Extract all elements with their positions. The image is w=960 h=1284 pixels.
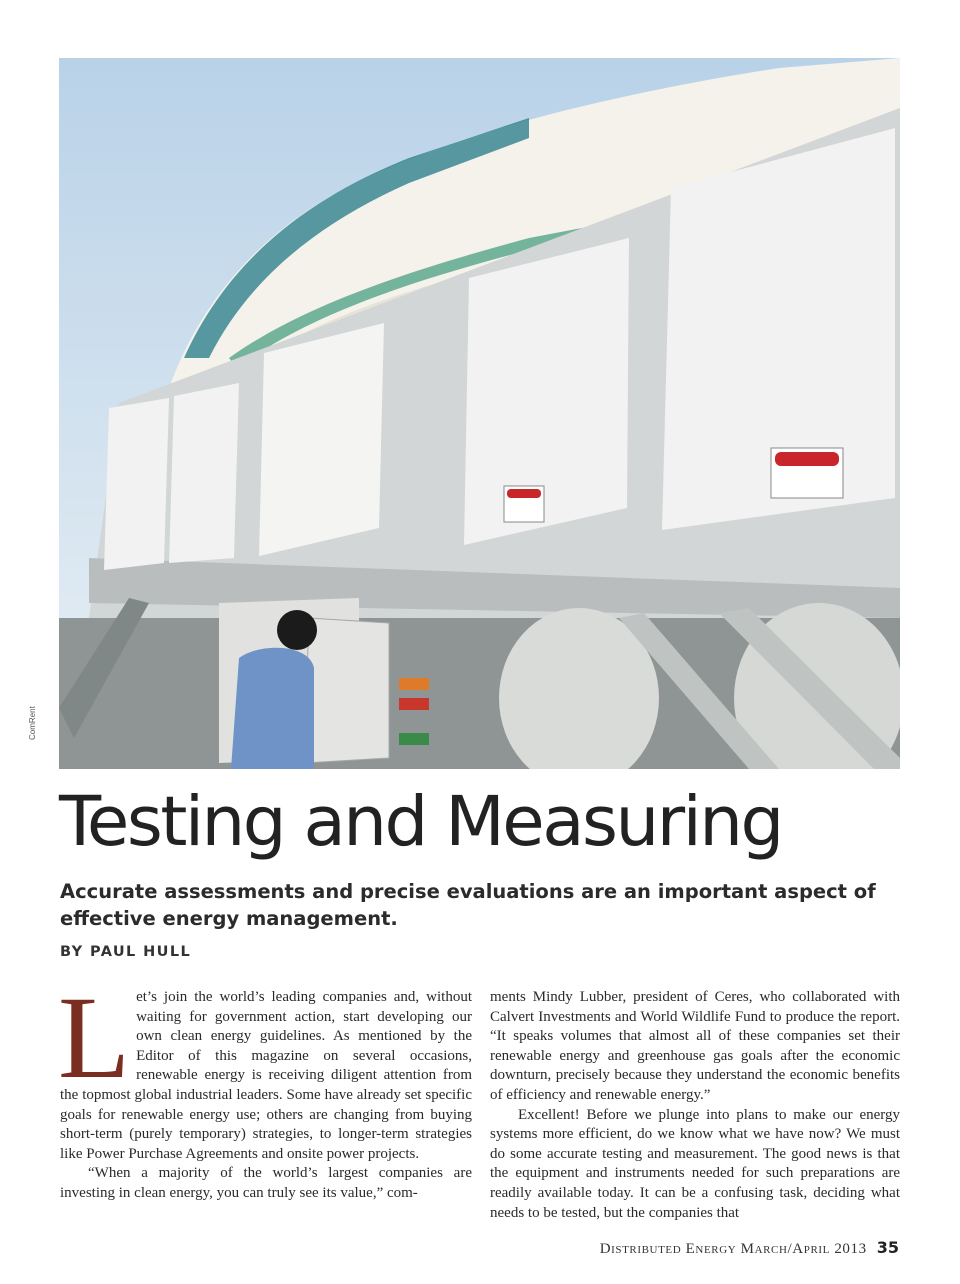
publication-title: Distributed Energy March/April 2013 <box>599 1241 867 1257</box>
article-headline: Testing and Measuring <box>59 782 782 862</box>
paragraph-text: et’s join the world’s leading companies and, without waiting for government action, start developing our own clean energy guidelines. As mentioned by the Editor of this magazine on several occasions, renewable energy is receiving diligent attention from the topmost global industrial leaders. Some have already set specific goals for renewable energy use; others are changing from buying short-term (purely temporary) strategies, to longer-term strategies like Power Purchase Agreements and onsite power projects. <box>60 989 472 1162</box>
photo-credit: ComRent <box>28 706 37 740</box>
hero-photo <box>59 58 900 769</box>
load-bank-photo <box>59 58 900 769</box>
page-footer <box>600 1238 899 1258</box>
paragraph: ments Mindy Lubber, president of Ceres, who collaborated with Calvert Investments and World Wildlife Fund to produce the report. “It speaks volumes that almost all of these companies set their renewable energy and greenhouse gas goals after the economic downturn, precisely because they understand the economic benefits of efficiency and renewable energy.” <box>490 989 900 1103</box>
paragraph: “When a majority of the world’s largest companies are investing in clean energy, you can truly see its value,” com- <box>60 1165 472 1201</box>
body-column-right <box>490 988 900 1223</box>
paragraph: Excellent! Before we plunge into plans to make our energy systems more efficient, do we know what we have now? We must do some accurate testing and measurement. The good news is that the equipment and instruments needed for such preparations are readily available today. It can be a confusing task, deciding what needs to be tested, but the companies that <box>490 1106 900 1221</box>
body-column-left <box>58 972 472 1204</box>
article-deck: Accurate assessments and precise evaluations are an important aspect of effective energy management. <box>60 880 876 930</box>
article-byline: BY PAUL HULL <box>60 944 192 960</box>
page-number: 35 <box>876 1238 899 1257</box>
paragraph <box>58 972 472 1164</box>
drop-cap: L <box>58 972 131 1103</box>
